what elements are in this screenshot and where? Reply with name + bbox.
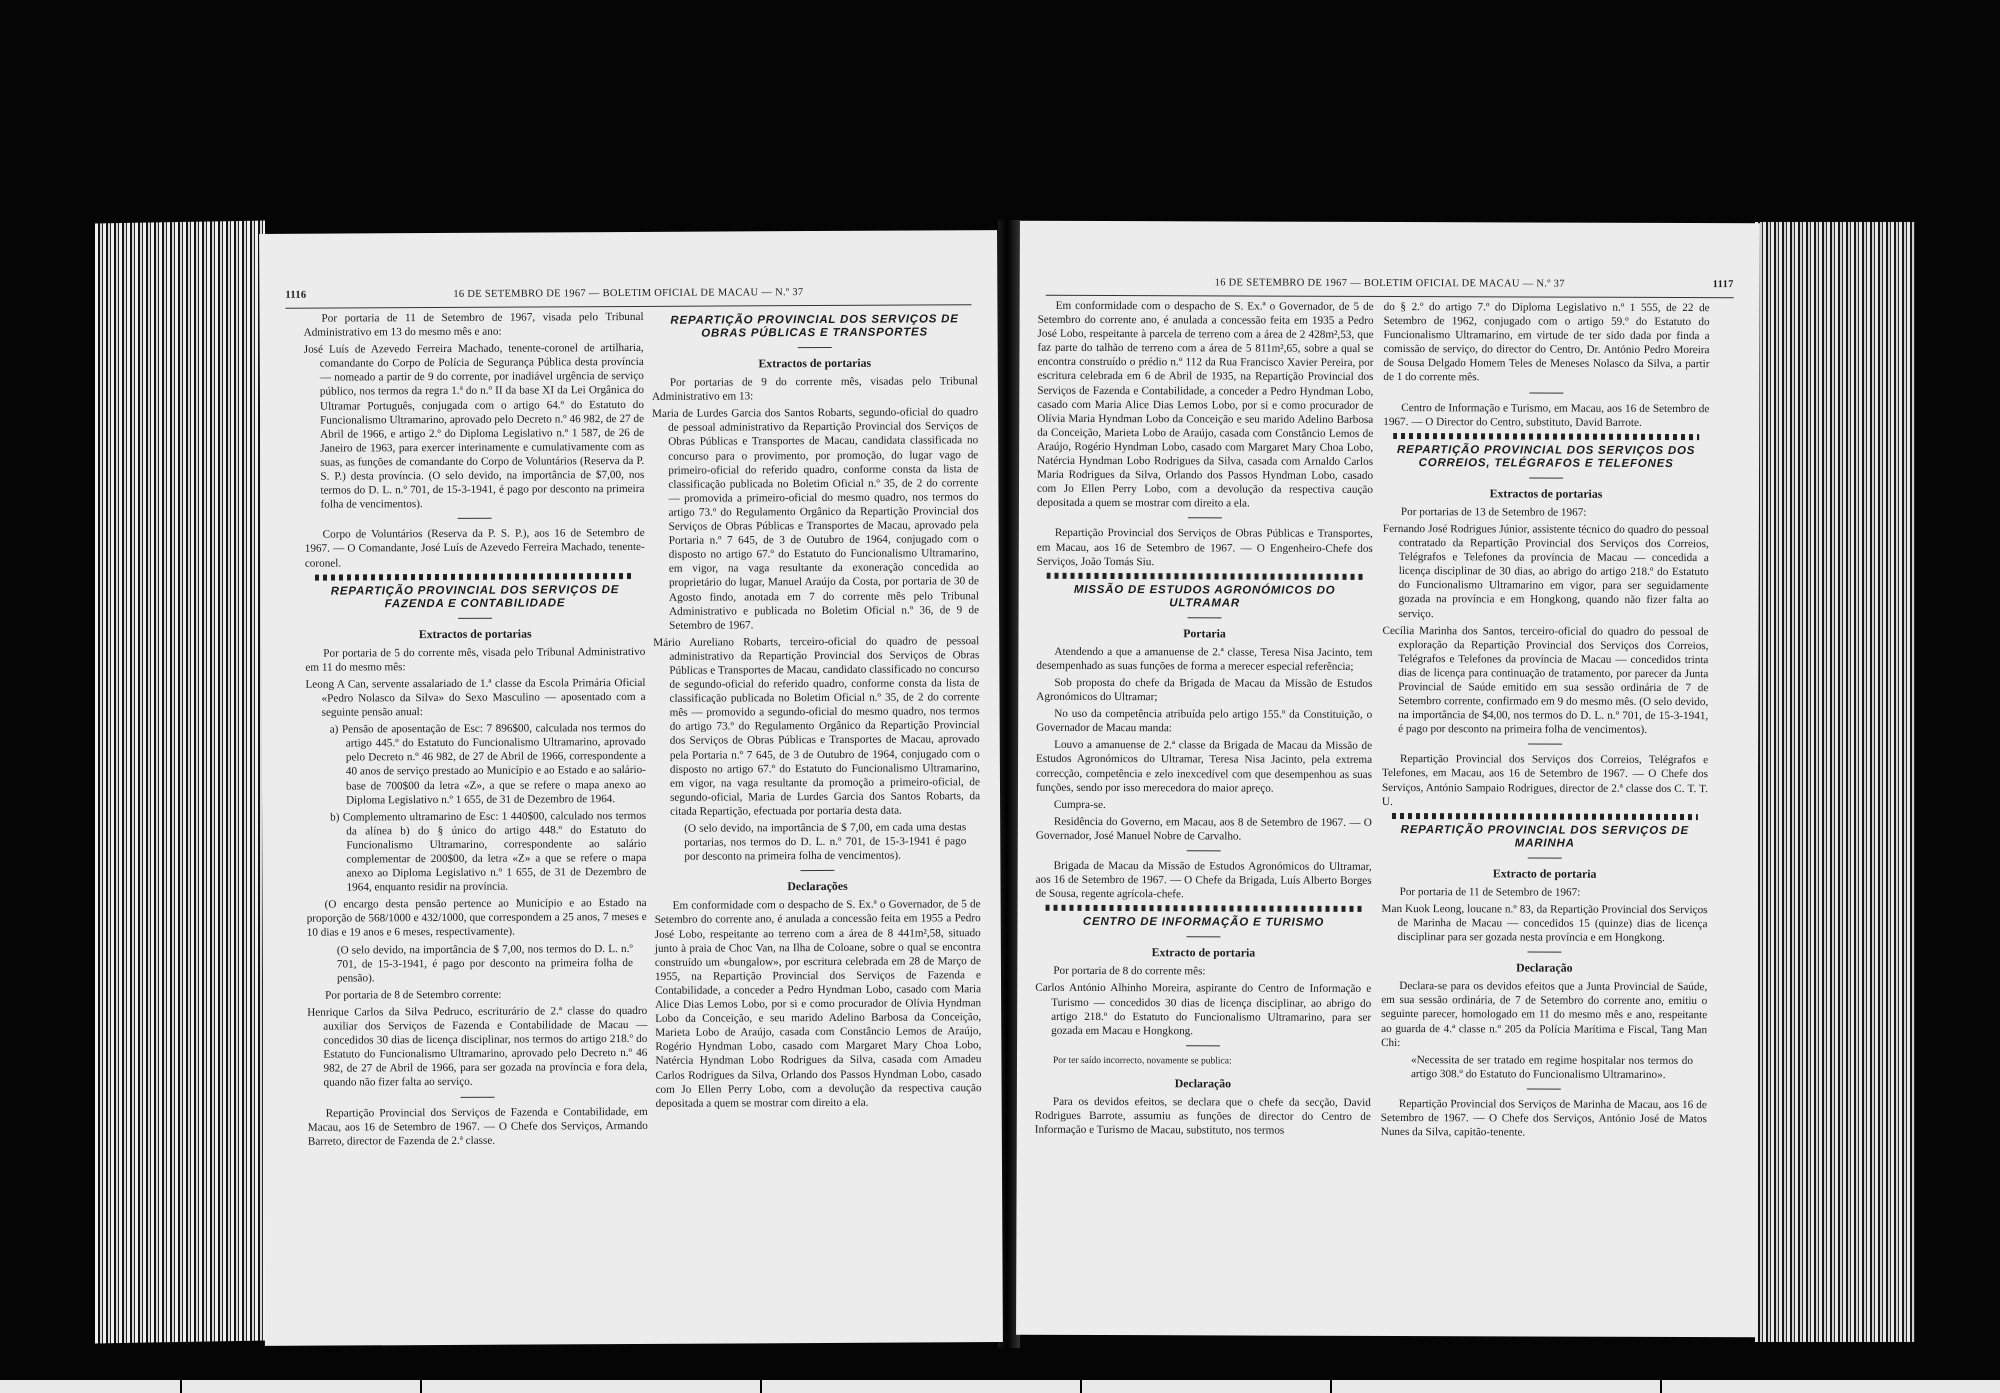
divider bbox=[1528, 857, 1562, 858]
divider bbox=[1529, 477, 1563, 478]
paragraph: (O selo devido, na importância de $ 7,00, em cada uma destas portarias, nos termos do D. L. n.º 701, de 15-3-1941 é pago por desconto na primeira folha de vencimentos). bbox=[684, 821, 967, 863]
divider bbox=[1188, 617, 1222, 618]
ornament-divider bbox=[1047, 572, 1363, 579]
paragraph: Sob proposta do chefe da Brigada de Macau da Missão de Estudos Agronómicos do Ultramar; bbox=[1036, 676, 1373, 704]
paragraph: Em conformidade com o despacho de S. Ex.ª o Governador, de 5 de Setembro do corrente ano, é anulada a concessão feita em 1955 a Pedro José Lobo, respeitante ao terreno com a área de 8 441m²,58, situado junto à praia de Choc Van, na Ilha de Coloane, sobre o qual se encontra construído um «bungalow», por escritura celebrada em 28 de Março de 1955, na Repartição Provincial dos Serviços de Fazenda e Contabilidade, a conceder a Pedro Hyndman Lobo, casado com Maria Alice Dias Lemos Lobo, por si e como procurador de Olívia Hyndman Lobo da Conceição, e seu marido Adelino Barbosa da Conceição, Marieta Lobo de Araújo, casada com Constâncio Lemos de Araújo, Rogério Hyndman Lobo, casado com Margaret Mary Choa Lobo, Natércia Hyndman Lobo Rodrigues da Silva, casada com Amadeu Carlos Rodrigues da Silva, Orlando dos Passos Hyndman Lobo, casado com Jo Ellen Perry Lobo, com a devolução da respectiva caução depositada a quem se mostrar com direito a ela. bbox=[654, 898, 982, 1110]
paragraph: Cumpra-se. bbox=[1053, 798, 1106, 811]
signature-paragraph: Repartição Provincial dos Serviços dos Correios, Telégrafos e Telefones, em Macau, aos 16 de Setembro de 1967. — O Chefe dos Serviços, António Sampaio Rodrigues, director de 2.ª classe dos C. T. T. U. bbox=[1381, 753, 1709, 808]
subsection-heading: Extractos de portarias bbox=[1489, 486, 1603, 501]
paragraph: (O encargo desta pensão pertence ao Município e ao Estado na proporção de 568/1000 e 432/1000, que correspondem a 25 anos, 7 meses e 10 dias e 19 anos e 6 meses, respectivamente). bbox=[306, 897, 647, 940]
divider bbox=[1188, 518, 1222, 519]
paragraph: Cecília Marinha dos Santos, terceiro-oficial do quadro do pessoal de exploração da Repartição Provincial dos Serviços dos Correios, Telégrafos e Telefones da província de Macau — concedidos trinta dias de licença para continuação de tratamento, por parecer da Junta Provincial de Saúde emitido em sua sessão ordinária de 7 de Setembro corrente, confirmado em 9 do mesmo mês. (O selo devido, na importância de $4,00, nos termos do D. L. n.º 701, de 15-3-1941, é pago por desconto na primeira folha de vencimentos). bbox=[1382, 624, 1709, 737]
ornament-divider bbox=[1393, 433, 1699, 440]
section-heading: REPARTIÇÃO PROVINCIAL DOS SERVIÇOS DE OBRAS PÚBLICAS E TRANSPORTES bbox=[670, 313, 959, 340]
page-header bbox=[1046, 277, 1734, 298]
section-heading: REPARTIÇÃO PROVINCIAL DOS SERVIÇOS DE MARINHA bbox=[1400, 823, 1690, 850]
paragraph: Residência do Governo, em Macau, aos 8 de Setembro de 1967. — O Governador, José Manuel Nobre de Carvalho. bbox=[1035, 815, 1372, 843]
scan-tick bbox=[180, 1380, 182, 1393]
paragraph: José Luís de Azevedo Ferreira Machado, tenente-coronel de artilharia, comandante do Corpo de Polícia de Segurança Pública desta província — nomeado a partir de 9 do corrente, por inadiável urgência de serviço público, nos termos da regra 1.ª do n.º II da base XI da Lei Orgânica do Ultramar Português, conjugada com o artigo 64.º do Estatuto do Funcionalismo Ultramarino, aprovado pelo Decreto n.º 46 982, de 27 de Abril de 1966, e artigo 2.º do Diploma Legislativo n.º 1 587, de 26 de Janeiro de 1963, para exercer interinamente e cumulativamente com as suas, as funções de comandante do Corpo de Voluntários (Reserva da P. S. P.) desta província. (O selo devido, na importância de $7,00, nos termos do D. L. n.º 701, de 15-3-1941, é pago por desconto na primeira folha de vencimentos). bbox=[303, 342, 645, 511]
subsection-heading: Extractos de portarias bbox=[418, 626, 532, 641]
section-heading: MISSÃO DE ESTUDOS AGRONÓMICOS DO ULTRAMAR bbox=[1073, 583, 1336, 610]
subsection-heading: Extracto de portaria bbox=[1492, 866, 1597, 881]
divider bbox=[1529, 392, 1563, 393]
scan-tick bbox=[1330, 1380, 1332, 1393]
subsection-heading: Declarações bbox=[787, 879, 848, 894]
paragraph: Por portaria de 8 do corrente mês: bbox=[1053, 965, 1206, 978]
left-page bbox=[259, 230, 1003, 1346]
paragraph: Fernando José Rodrigues Júnior, assistente técnico do quadro do pessoal contratado da Repartição Provincial dos Serviços dos Correios, Telégrafos e Telefones da província de Macau — concedida a licença disciplinar de 30 dias, ao abrigo do artigo 218.º do Estatuto do Funcionalismo Ultramarino em vigor, para ser seguidamente gozada na província e em Hongkong, quando não fizer falta ao serviço. bbox=[1382, 522, 1709, 620]
page-number: 1116 bbox=[285, 289, 307, 301]
correction-note: Por ter saído incorrecto, novamente se publica: bbox=[1052, 1055, 1232, 1067]
book-page-edges-right bbox=[1755, 222, 1915, 1342]
ornament-divider bbox=[1046, 905, 1362, 912]
signature-paragraph: Repartição Provincial dos Serviços de Marinha de Macau, aos 16 de Setembro de 1967. — O Chefe dos Serviços, António José de Matos Nunes da Silva, capitão-tenente. bbox=[1380, 1097, 1707, 1139]
paragraph: do § 2.º do artigo 7.º do Diploma Legislativo n.º 1 555, de 22 de Setembro de 1962, conjugado com o artigo 59.º do Estatuto do Funcionalismo Ultramarino, em virtude de ter sido dada por finda a comissão de serviço, do director do Centro, Dr. António Pedro Moreira de Sousa Delgado Homem Teles de Meneses Nolasco da Silva, a partir de 1 do corrente mês. bbox=[1383, 300, 1710, 384]
scan-tick bbox=[1660, 1380, 1662, 1393]
film-scan-strip bbox=[0, 1380, 2000, 1393]
column-left bbox=[304, 310, 648, 1152]
paragraph: Carlos António Alhinho Moreira, aspirante do Centro de Informação e Turismo — concedidos 30 dias de licença disciplinar, ao abrigo do artigo 218.º do Estatuto do Funcionalismo Ultramarino, para ser gozada em Macau e Hongkong. bbox=[1035, 982, 1372, 1038]
section-heading: REPARTIÇÃO PROVINCIAL DOS SERVIÇOS DOS CORREIOS, TELÉGRAFOS E TELEFONES bbox=[1397, 443, 1696, 470]
column-right bbox=[651, 308, 981, 1113]
running-title: 16 DE SETEMBRO DE 1967 — BOLETIM OFICIAL DE MACAU — N.º 37 bbox=[1214, 277, 1565, 290]
paragraph: Em conformidade com o despacho de S. Ex.ª o Governador, de 5 de Setembro do corrente ano, é anulada a concessão feita em 1935 a Pedro José Lobo, respeitante à parcela de terreno com a área de 2 428m²,53, que faz parte do talhão de terreno com a área de 5 811m²,65, sobre a qual se encontra construído o prédio n.º 112 da Rua Francisco Xavier Pereira, por escritura celebrada em 6 de Abril de 1935, na Repartição Provincial dos Serviços de Fazenda e Contabilidade, a conceder a Pedro Hyndman Lobo, casado com Maria Alice Dias Lemos Lobo, por si e como procurador de Olívia Maria Hyndman Lobo da Conceição e seu marido Adelino Barbosa da Conceição, Marieta Lobo de Araújo, casada com Constâncio Lemos de Araújo, Rogério Hyndman Lobo, casado com Margaret Mary Choa Lobo, Natércia Hyndman Lobo Rodrigues da Silva, casada com Arnaldo Carlos Maria Rodrigues da Silva, Orlando dos Passos Hyndman Lobo, casado com Jo Ellen Perry Lobo, com a devolução da respectiva caução depositada a quem se mostrar com direito a ela. bbox=[1036, 299, 1374, 510]
paragraph: Maria de Lurdes Garcia dos Santos Robarts, segundo-oficial do quadro de pessoal administrativo da Repartição Provincial dos Serviços de Obras Públicas e Transportes de Macau, candidata classificada no concurso para o provimento, por promoção, do lugar vago de primeiro-oficial do referido quadro, conforme consta da lista de classificação publicada no Boletim Oficial n.º 35, de 2 do corrente — promovida a primeiro-oficial do mesmo quadro, nos termos do artigo 73.º do Regulamento Orgânico da Repartição Provincial dos Serviços de Obras Públicas e Transportes de Macau, aprovado pela Portaria n.º 7 645, de 3 de Outubro de 1964, conjugado com o disposto no artigo 67.º do Estatuto do Funcionalismo Ultramarino, em vigor, na vaga resultante da exoneração concedida ao proprietário do lugar, Manuel Araújo da Costa, por portaria de 30 de Agosto findo, anotada em 7 do corrente mês pelo Tribunal Administrativo e publicada no Boletim Oficial n.º 36, de 9 de Setembro de 1967. bbox=[652, 406, 980, 632]
column-left bbox=[1035, 299, 1374, 1141]
divider bbox=[798, 347, 832, 348]
divider bbox=[1186, 1045, 1220, 1046]
paragraph: Por portaria de 5 do corrente mês, visada pelo Tribunal Administrativo em 11 do mesmo mês: bbox=[305, 645, 646, 674]
divider bbox=[458, 518, 492, 519]
page-number: 1117 bbox=[1712, 279, 1734, 291]
section-heading: CENTRO DE INFORMAÇÃO E TURISMO bbox=[1082, 916, 1325, 930]
running-title: 16 DE SETEMBRO DE 1967 — BOLETIM OFICIAL DE MACAU — N.º 37 bbox=[453, 287, 804, 300]
paragraph: Declara-se para os devidos efeitos que a Junta Provincial de Saúde, em sua sessão ordinária, de 7 de Setembro do corrente ano, emitiu o seguinte parecer, homologado em 11 do mesmo mês e ano, respeitante ao guarda de 4.ª classe n.º 205 da Polícia Marítima e Fiscal, Tang Man Chi: bbox=[1381, 980, 1708, 1049]
list-item: a) Pensão de aposentação de Esc: 7 896$00, calculada nos termos do artigo 445.º do Estatuto do Funcionalismo Ultramarino, aprovado pelo Decreto n.º 46 982, de 27 de Abril de 1966, correspondente a 40 anos de serviço prestado ao Município e ao Estado e ao salário-base de 700$00 da letra «Z», a que se refere o mapa anexo ao Diploma Legislativo n.º 1 655, de 31 de Dezembro de 1964. bbox=[329, 722, 647, 807]
paragraph: Man Kuok Leong, loucane n.º 83, da Repartição Provincial dos Serviços de Marinha de Macau — concedidos 15 (quinze) dias de licença disciplinar para ser gozada nesta província e em Hongkong. bbox=[1381, 902, 1708, 945]
paragraph: Por portaria de 11 de Setembro de 1967: bbox=[1399, 885, 1581, 899]
divider bbox=[461, 1096, 495, 1097]
paragraph: Henrique Carlos da Silva Pedruco, escriturário de 2.ª classe do quadro auxiliar dos Serviços de Fazenda e Contabilidade de Macau — concedidos 30 dias de licença disciplinar, nos termos do artigo 218.º do Estatuto do Funcionalismo Ultramarino, aprovado pelo Decreto n.º 46 982, de 27 de Abril de 1966, para ser gozada na província e fora dela, quando não fizer falta ao serviço. bbox=[307, 1004, 648, 1090]
divider bbox=[1528, 744, 1562, 745]
subsection-heading: Extracto de portaria bbox=[1151, 945, 1256, 960]
book-page-edges-left bbox=[95, 221, 265, 1344]
list-item: b) Complemento ultramarino de Esc: 1 440$00, calculado nos termos da alínea b) do § único do artigo 448.º do Estatuto do Funcionalismo Ultramarino, correspondente ao salário complementar de 200$00, da letra «Z» a que se refere o mapa anexo ao Diploma Legislativo n.º 1 655, de 31 de Dezembro de 1964, enquanto residir na província. bbox=[330, 809, 647, 894]
ornament-divider bbox=[1392, 813, 1698, 820]
subsection-heading: Portaria bbox=[1183, 625, 1226, 641]
subsection-heading: Extractos de portarias bbox=[758, 355, 872, 371]
subsection-heading: Declaração bbox=[1174, 1076, 1232, 1091]
divider bbox=[1187, 850, 1221, 851]
paragraph: Por portaria de 8 de Setembro corrente: bbox=[325, 988, 502, 1002]
paragraph: Para os devidos efeitos, se declara que o chefe da secção, David Rodrigues Barrote, assumiu as funções de director do Centro de Informação e Turismo de Macau, substituto, nos termos bbox=[1034, 1095, 1371, 1137]
signature-paragraph: Centro de Informação e Turismo, em Macau, aos 16 de Setembro de 1967. — O Director do Centro, substituto, David Barrote. bbox=[1383, 401, 1710, 429]
paragraph: Por portarias de 9 do corrente mês, visadas pelo Tribunal Administrativo em 13: bbox=[651, 375, 978, 404]
paragraph: Por portarias de 13 de Setembro de 1967: bbox=[1400, 505, 1587, 519]
scan-tick bbox=[1080, 1380, 1082, 1393]
signature-paragraph: Repartição Provincial dos Serviços de Fazenda e Contabilidade, em Macau, aos 16 de Setembro de 1967. — O Chefe dos Serviços, Armando Barreto, director de Fazenda de 2.ª classe. bbox=[307, 1105, 648, 1148]
section-heading: REPARTIÇÃO PROVINCIAL DOS SERVIÇOS DE FAZENDA E CONTABILIDADE bbox=[330, 583, 620, 610]
scan-tick bbox=[760, 1380, 762, 1393]
divider bbox=[800, 870, 834, 871]
divider bbox=[1527, 1088, 1561, 1089]
paragraph: Louvo a amanuense de 2.ª classe da Brigada de Macau da Missão de Estudos Agronómicos do Ultramar, Teresa Nisa Jacinto, pela extrema correcção, competência e zelo inexcedível com que desempenhou as suas funções, sendo por isso merecedora do maior apreço. bbox=[1035, 739, 1373, 795]
paragraph: Leong A Can, servente assalariado de 1.ª classe da Escola Primária Oficial «Pedro Nolasco da Silva» do Sexo Masculino — aposentado com a seguinte pensão anual: bbox=[305, 676, 646, 719]
divider bbox=[1186, 937, 1220, 938]
paragraph: Atendendo a que a amanuense de 2.ª classe, Teresa Nisa Jacinto, tem desempenhado as suas funções de forma a merecer especial referência; bbox=[1036, 645, 1373, 673]
paragraph: Mário Aureliano Robarts, terceiro-oficial do quadro de pessoal administrativo da Repartição Provincial dos Serviços de Obras Públicas e Transportes de Macau, candidato classificado no concurso de segundo-oficial do referido quadro, conforme consta da lista de classificação publicada no Boletim Oficial n.º 35, de 2 do corrente mês — promovido a segundo-oficial do mesmo quadro, nos termos do artigo 73.º do Regulamento Orgânico da Repartição Provincial dos Serviços de Obras Públicas e Transportes de Macau, aprovado pela Portaria n.º 7 645, de 3 de Outubro de 1964, conjugado com o disposto no artigo 67.º do Estatuto do Funcionalismo Ultramarino, em vigor, na vaga resultante da promoção a primeiro-oficial, de segundo-oficial, Maria de Lurdes Garcia dos Santos Robarts, da citada Repartição, efectuada por portaria desta data. bbox=[653, 634, 981, 818]
right-page bbox=[1016, 221, 1760, 1338]
column-right bbox=[1381, 300, 1710, 1143]
signature-paragraph: Brigada de Macau da Missão de Estudos Agronómicos do Ultramar, aos 16 de Setembro de 1967. — O Chefe da Brigada, Luís Alberto Borges de Sousa, regente agrícola-chefe. bbox=[1035, 859, 1372, 901]
subsection-heading: Declaração bbox=[1516, 960, 1573, 975]
quoted-paragraph: «Necessita de ser tratado em regime hospitalar nos termos do artigo 308.º do Estatuto do Funcionalismo Ultramarino». bbox=[1410, 1053, 1694, 1081]
paragraph: (O selo devido, na importância de $ 7,00, nos termos do D. L. n.º 701, de 15-3-1941, é pago por desconto na primeira folha de pensão). bbox=[336, 942, 633, 985]
paragraph: Por portaria de 11 de Setembro de 1967, visada pelo Tribunal Administrativo em 13 do mesmo mês e ano: bbox=[303, 310, 644, 339]
scan-tick bbox=[420, 1380, 422, 1393]
divider bbox=[1527, 952, 1561, 953]
signature-paragraph: Repartição Provincial dos Serviços de Obras Públicas e Transportes, em Macau, aos 16 de Setembro de 1967. — O Engenheiro-Chefe dos Serviços, João Tomás Siu. bbox=[1036, 527, 1373, 568]
paragraph: No uso da competência atribuída pelo artigo 155.º da Constituição, o Governador de Macau manda: bbox=[1036, 707, 1373, 735]
signature-paragraph: Corpo de Voluntários (Reserva da P. S. P.), aos 16 de Setembro de 1967. — O Comandante, José Luís de Azevedo Ferreira Machado, tenente-coronel. bbox=[304, 527, 645, 570]
page-header bbox=[285, 286, 971, 309]
ornament-divider bbox=[315, 573, 635, 581]
divider bbox=[458, 617, 492, 618]
